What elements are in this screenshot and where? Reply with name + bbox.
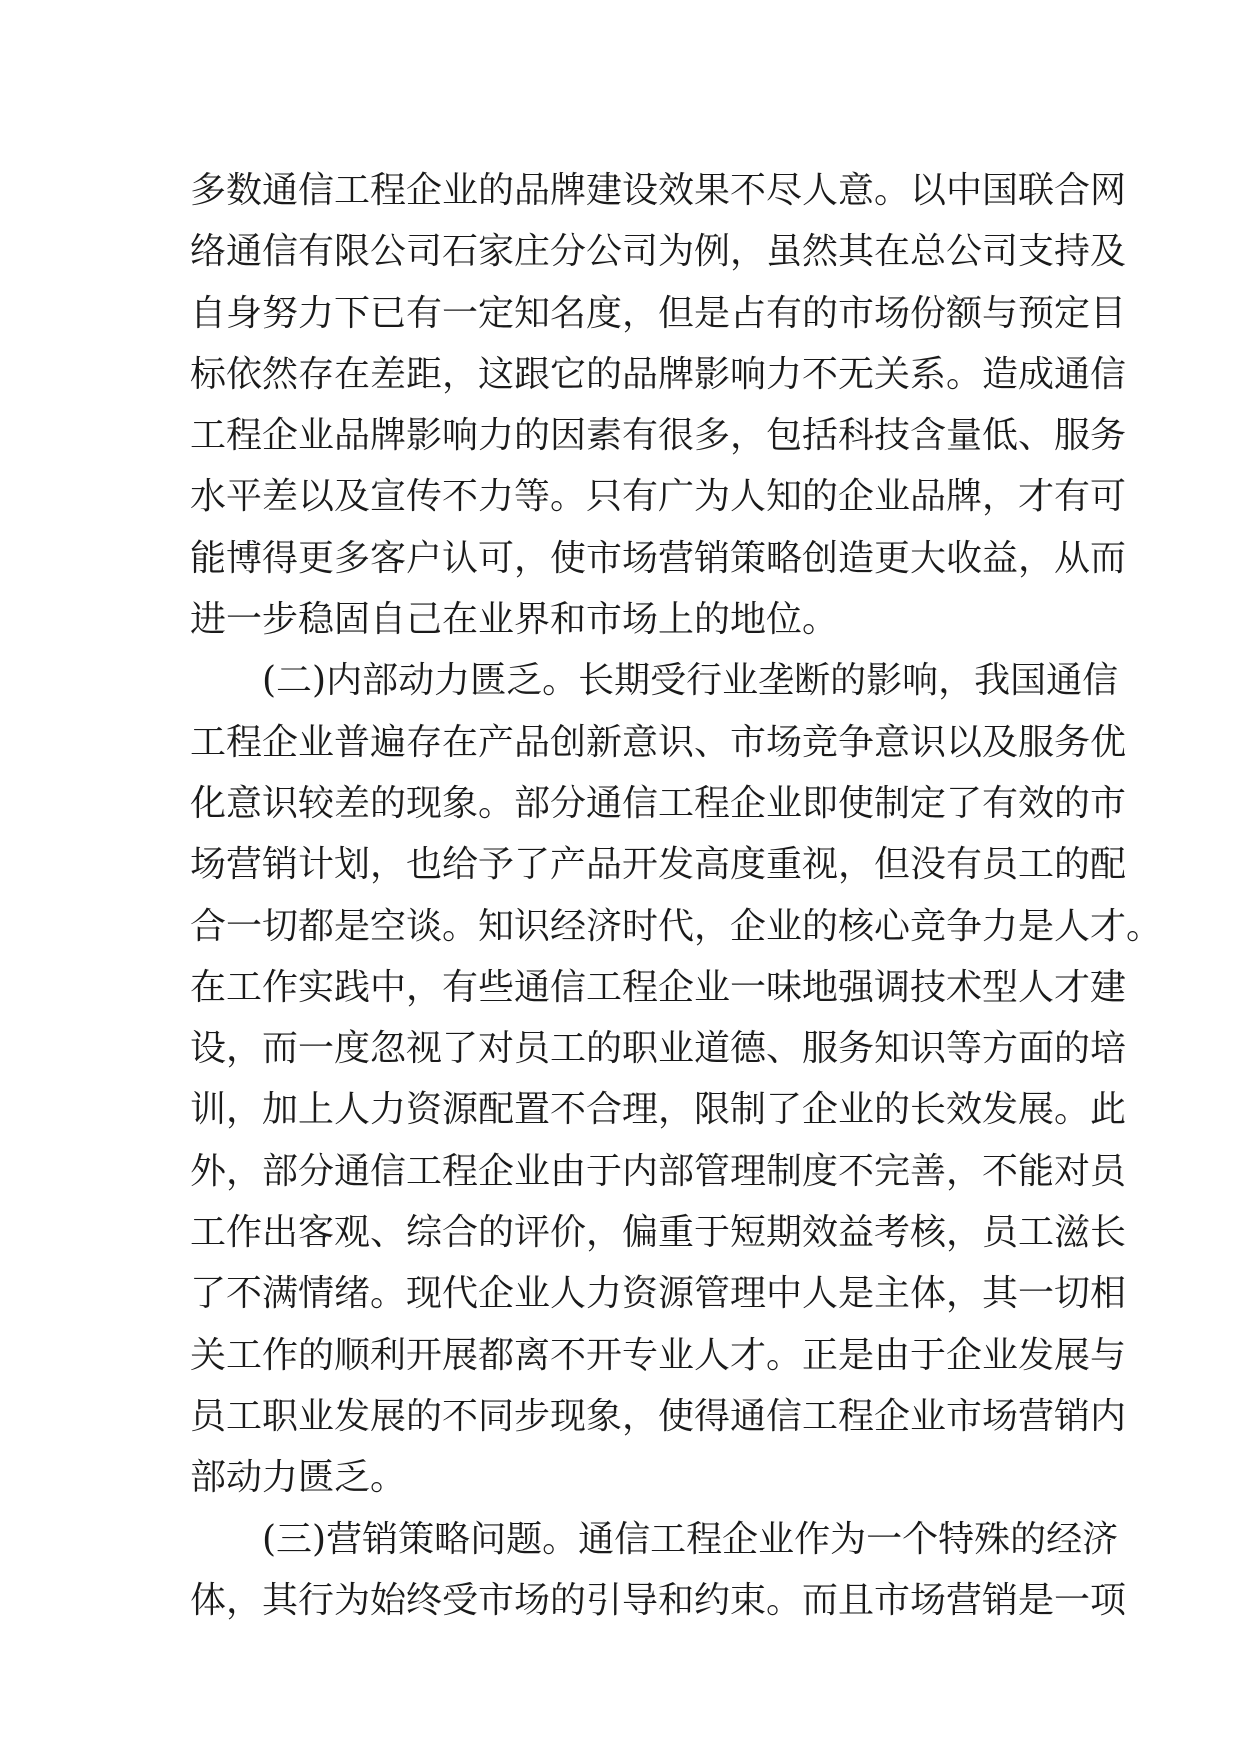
paragraph-1-line-1: 多数通信工程企业的品牌建设效果不尽人意。以中国联合网 xyxy=(190,170,1127,211)
document-body xyxy=(190,160,1163,1631)
paragraph-2-line-7: 设，而一度忽视了对员工的职业道德、服务知识等方面的培 xyxy=(190,1028,1127,1070)
paragraph-2-line-5: 合一切都是空谈。知识经济时代，企业的核心竞争力是人才。 xyxy=(190,905,1163,947)
paragraph-3-line-1: (三)营销策略问题。通信工程企业作为一个特殊的经济 xyxy=(262,1518,1119,1560)
paragraph-2-line-14: 部动力匮乏。 xyxy=(190,1457,407,1499)
paragraph-1-line-5: 工程企业品牌影响力的因素有很多，包括科技含量低、服务 xyxy=(190,415,1127,457)
paragraph-2-line-6: 在工作实践中，有些通信工程企业一味地强调技术型人才建 xyxy=(190,966,1127,1008)
paragraph-2-line-13: 员工职业发展的不同步现象，使得通信工程企业市场营销内 xyxy=(190,1395,1127,1437)
paragraph-1-line-8: 进一步稳固自己在业界和市场上的地位。 xyxy=(190,599,839,641)
paragraph-2-line-10: 工作出客观、综合的评价，偏重于短期效益考核，员工滋长 xyxy=(190,1212,1127,1254)
paragraph-2-line-4: 场营销计划，也给予了产品开发高度重视，但没有员工的配 xyxy=(190,844,1127,886)
paragraph-2-line-11: 了不满情绪。现代企业人力资源管理中人是主体，其一切相 xyxy=(190,1273,1127,1315)
paragraph-1-line-6: 水平差以及宣传不力等。只有广为人知的企业品牌，才有可 xyxy=(190,476,1127,518)
paragraph-2-line-2: 工程企业普遍存在产品创新意识、市场竞争意识以及服务优 xyxy=(190,721,1127,763)
paragraph-2-line-9: 外，部分通信工程企业由于内部管理制度不完善，不能对员 xyxy=(190,1150,1127,1192)
paragraph-2-line-12: 关工作的顺利开展都离不开专业人才。正是由于企业发展与 xyxy=(190,1334,1127,1376)
paragraph-1-line-4: 标依然存在差距，这跟它的品牌影响力不无关系。造成通信 xyxy=(190,353,1127,395)
paragraph-1-line-2: 络通信有限公司石家庄分公司为例，虽然其在总公司支持及 xyxy=(190,231,1127,273)
paragraph-3-line-2: 体，其行为始终受市场的引导和约束。而且市场营销是一项 xyxy=(190,1579,1127,1621)
paragraph-1-line-7: 能博得更多客户认可，使市场营销策略创造更大收益，从而 xyxy=(190,537,1127,579)
paragraph-2-line-8: 训，加上人力资源配置不合理，限制了企业的长效发展。此 xyxy=(190,1089,1127,1131)
paragraph-2-line-1: (二)内部动力匮乏。长期受行业垄断的影响，我国通信 xyxy=(262,660,1119,702)
paragraph-1-line-3: 自身努力下已有一定知名度，但是占有的市场份额与预定目 xyxy=(190,292,1127,334)
paragraph-2-line-3: 化意识较差的现象。部分通信工程企业即使制定了有效的市 xyxy=(190,782,1127,824)
